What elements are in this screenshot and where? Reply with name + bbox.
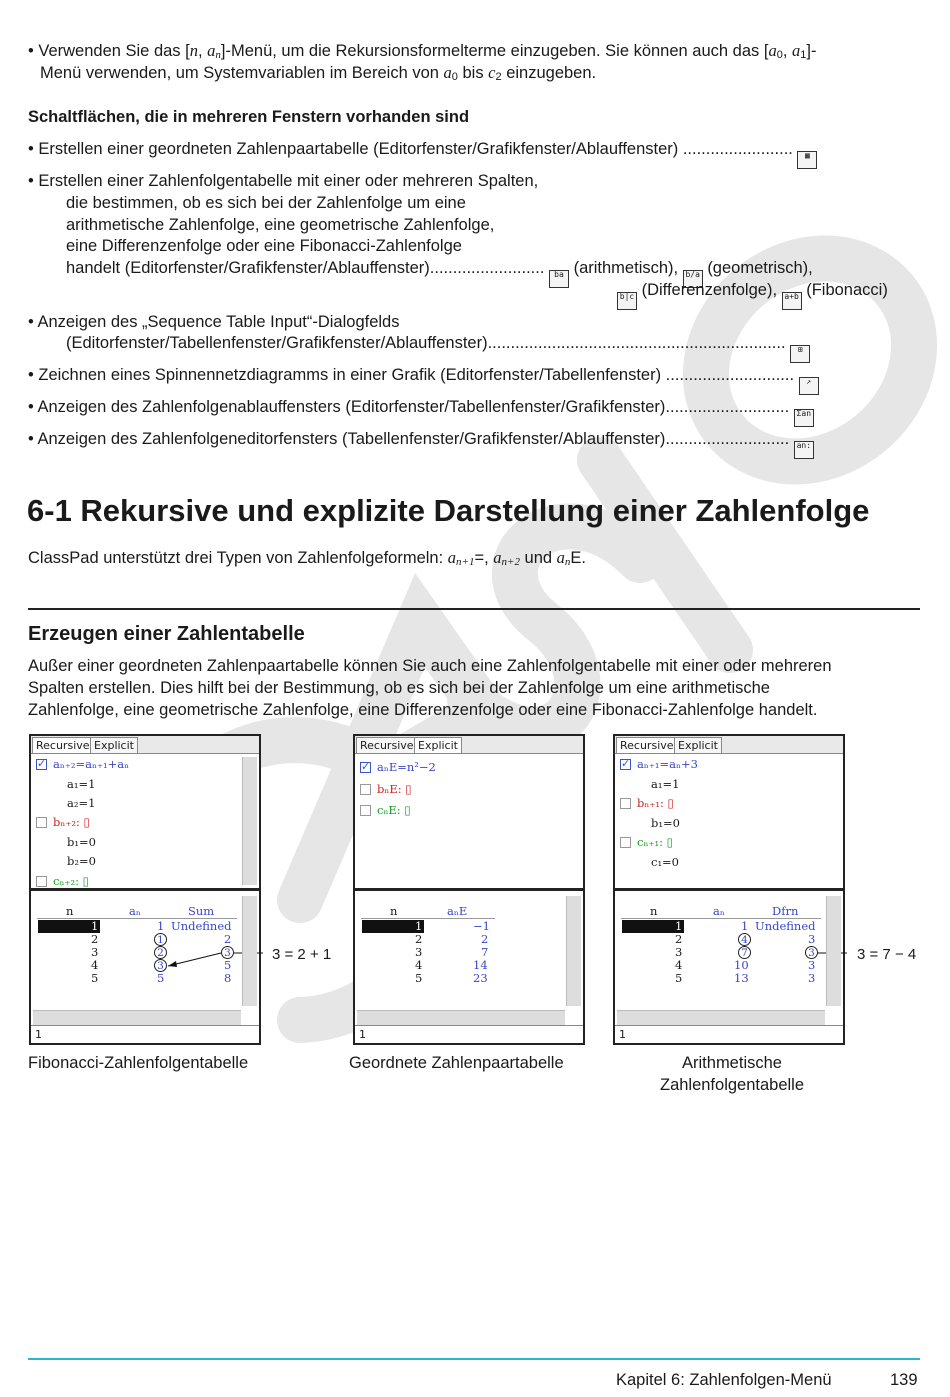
caption-arith-line1: Arithmetische bbox=[682, 1054, 782, 1072]
subscript: n+2 bbox=[501, 556, 520, 568]
initial-a2[interactable]: a₂=1 bbox=[67, 796, 96, 810]
item-text: • Zeichnen eines Spinnennetzdiagramms in einer Grafik (Editorfenster/Tabellenfenster) ............................ bbox=[28, 366, 795, 384]
text: E. bbox=[570, 549, 586, 567]
table-cell[interactable]: −1 bbox=[473, 919, 490, 933]
table-cell[interactable]: 5 bbox=[157, 971, 165, 985]
table-cell[interactable]: 3 bbox=[808, 932, 816, 946]
paragraph-line: Zahlenfolge, eine geometrische Zahlenfolge, eine Differenzenfolge oder eine Fibonacci-Zahlenfolge handelt. bbox=[28, 701, 818, 719]
circled-value: 1 bbox=[154, 933, 167, 946]
text: ]-Menü, um die Rekursionsformelterme einzugeben. Sie können auch das [ bbox=[220, 42, 769, 60]
sequence-table bbox=[31, 892, 259, 1010]
var-a: a bbox=[768, 41, 777, 60]
tab-recursive[interactable]: Recursive bbox=[616, 737, 678, 753]
scrollbar[interactable] bbox=[242, 896, 257, 1006]
list-item bbox=[28, 396, 814, 427]
table-cell[interactable]: 5 bbox=[91, 971, 99, 985]
initial-c1[interactable]: c₁=0 bbox=[651, 855, 680, 869]
subsection-heading: Erzeugen einer Zahlentabelle bbox=[28, 623, 305, 645]
checkbox[interactable] bbox=[360, 784, 371, 795]
formula-b[interactable]: bₙE: ▯ bbox=[377, 782, 412, 796]
table-cell[interactable]: 3 bbox=[675, 945, 683, 959]
text: einzugeben. bbox=[501, 64, 597, 82]
cobweb-icon: ↗ bbox=[799, 377, 819, 395]
subscript: 2 bbox=[495, 71, 502, 83]
geom-label: (geometrisch), bbox=[707, 259, 813, 277]
initial-a1[interactable]: a₁=1 bbox=[67, 777, 96, 791]
subscript: 1 bbox=[800, 49, 807, 61]
initial-a1[interactable]: a₁=1 bbox=[651, 777, 680, 791]
var-a: a bbox=[443, 63, 452, 82]
subscript: 0 bbox=[451, 71, 458, 83]
table-cell[interactable]: 1 bbox=[157, 919, 165, 933]
list-item: • Anzeigen des „Sequence Table Input“-Dialogfelds bbox=[28, 313, 400, 331]
checkbox[interactable] bbox=[36, 817, 47, 828]
arith-label: (arithmetisch), bbox=[573, 259, 679, 277]
apb-icon: a+b bbox=[782, 292, 802, 310]
list-item-cont bbox=[617, 279, 888, 310]
circled-value: 7 bbox=[738, 946, 751, 959]
dialog-icon: ⊞ bbox=[790, 345, 810, 363]
item-text: handelt (Editorfenster/Grafikfenster/Ablauffenster)......................... bbox=[66, 259, 545, 277]
section-heading: Schaltflächen, die in mehreren Fenstern vorhanden sind bbox=[28, 108, 470, 126]
status-value: 1 bbox=[35, 1028, 42, 1041]
ba-icon: ba bbox=[549, 270, 569, 288]
col-header-ane: aₙE bbox=[447, 904, 468, 918]
table-cell[interactable]: 13 bbox=[734, 971, 749, 985]
circled-value: 3 bbox=[154, 959, 167, 972]
table-cell[interactable]: 3 bbox=[91, 945, 99, 959]
checkbox[interactable] bbox=[360, 805, 371, 816]
screenshot-arithmetic bbox=[613, 734, 845, 1045]
table-cell[interactable]: 4 bbox=[91, 958, 99, 972]
text: Menü verwenden, um Systemvariablen im Bereich von bbox=[40, 64, 444, 82]
list-item-cont bbox=[66, 332, 810, 363]
circled-value: 4 bbox=[738, 933, 751, 946]
table-cell[interactable]: 2 bbox=[675, 932, 683, 946]
sequence-table bbox=[355, 892, 583, 1010]
formula-a[interactable]: aₙ₊₁=aₙ+3 bbox=[637, 757, 698, 771]
callout-label: 3 = 2 + 1 bbox=[272, 946, 332, 963]
table-cell[interactable]: 2 bbox=[415, 932, 423, 946]
table-cell[interactable]: 1 bbox=[415, 919, 423, 933]
list-item bbox=[28, 364, 819, 395]
page-number: 139 bbox=[890, 1371, 918, 1389]
checkbox[interactable] bbox=[36, 759, 47, 770]
formula-c[interactable]: cₙ₊₁: ▯ bbox=[637, 835, 673, 849]
scrollbar[interactable] bbox=[242, 757, 257, 885]
intro-line-2 bbox=[40, 62, 596, 88]
diff-label: (Differenzenfolge), bbox=[641, 281, 778, 299]
table-cell[interactable]: 1 bbox=[91, 919, 99, 933]
var-a: a bbox=[493, 548, 502, 567]
col-header-n: n bbox=[650, 904, 658, 918]
screenshot-fibonacci bbox=[29, 734, 261, 1045]
table-cell[interactable]: Undefined bbox=[171, 919, 232, 933]
table-cell[interactable]: 1 bbox=[675, 919, 683, 933]
status-bar bbox=[31, 1025, 259, 1043]
checkbox[interactable] bbox=[620, 837, 631, 848]
text: ClassPad unterstützt drei Typen von Zahlenfolgeformeln: bbox=[28, 549, 448, 567]
footer-rule bbox=[28, 1358, 920, 1360]
initial-b1[interactable]: b₁=0 bbox=[67, 835, 96, 849]
table-cell[interactable]: 5 bbox=[415, 971, 423, 985]
text: bis bbox=[457, 64, 489, 82]
var-a: a bbox=[791, 41, 801, 60]
sum-an-icon: Σan bbox=[794, 409, 814, 427]
bdiva-icon: b/a bbox=[683, 270, 703, 288]
caption-arith-line2: Zahlenfolgentabelle bbox=[659, 1076, 805, 1094]
subscript: n bbox=[564, 556, 571, 568]
checkbox[interactable] bbox=[620, 798, 631, 809]
table-icon: ▦ bbox=[797, 151, 817, 169]
var-a: a bbox=[207, 41, 216, 60]
divider bbox=[31, 888, 259, 891]
tab-explicit[interactable]: Explicit bbox=[414, 737, 462, 753]
table-cell[interactable]: 4 bbox=[415, 958, 423, 972]
tab-bar bbox=[355, 736, 583, 754]
list-item bbox=[28, 428, 814, 459]
subscript: n+1 bbox=[456, 556, 475, 568]
status-value: 1 bbox=[359, 1028, 366, 1041]
callout-arrow bbox=[31, 892, 263, 1010]
footer-chapter: Kapitel 6: Zahlenfolgen-Menü bbox=[616, 1371, 832, 1389]
col-header-sum: Sum bbox=[188, 904, 215, 918]
table-cell[interactable]: 8 bbox=[224, 971, 232, 985]
paragraph-line: Außer einer geordneten Zahlenpaartabelle können Sie auch eine Zahlenfolgentabelle mit einer oder mehreren bbox=[28, 657, 832, 675]
table-cell[interactable]: 2 bbox=[481, 932, 489, 946]
formula-c[interactable]: cₙ₊₂: ▯ bbox=[53, 874, 89, 888]
text: =, bbox=[474, 549, 494, 567]
table-cell[interactable]: 14 bbox=[473, 958, 488, 972]
subscript: n bbox=[215, 49, 221, 61]
tab-explicit[interactable]: Explicit bbox=[674, 737, 722, 753]
var-a: a bbox=[556, 548, 565, 567]
formula-b[interactable]: bₙ₊₁: ▯ bbox=[637, 796, 674, 810]
text: und bbox=[519, 549, 557, 567]
col-header-n: n bbox=[66, 904, 74, 918]
table-cell[interactable]: Undefined bbox=[755, 919, 816, 933]
checkbox[interactable] bbox=[620, 759, 631, 770]
tab-recursive[interactable]: Recursive bbox=[32, 737, 94, 753]
section-rule bbox=[28, 608, 920, 610]
tab-explicit[interactable]: Explicit bbox=[90, 737, 138, 753]
subscript: 0 bbox=[776, 49, 783, 61]
checkbox[interactable] bbox=[36, 876, 47, 887]
table-cell[interactable]: 2 bbox=[224, 932, 232, 946]
status-bar bbox=[615, 1025, 843, 1043]
list-item-cont: arithmetische Zahlenfolge, eine geometrische Zahlenfolge, bbox=[66, 216, 495, 234]
col-header-dfrn: Dfrn bbox=[772, 904, 799, 918]
table-cell[interactable]: 3 bbox=[415, 945, 423, 959]
formula-a[interactable]: aₙE=n²−2 bbox=[377, 760, 436, 774]
callout-line bbox=[615, 892, 847, 1010]
table-cell[interactable]: 10 bbox=[734, 958, 749, 972]
var-a: a bbox=[447, 548, 457, 567]
table-cell[interactable]: 4 bbox=[675, 958, 683, 972]
status-value: 1 bbox=[619, 1028, 626, 1041]
text: ]- bbox=[806, 42, 817, 60]
sequence-editor bbox=[31, 753, 259, 888]
table-cell[interactable]: 3 bbox=[808, 958, 816, 972]
checkbox[interactable] bbox=[360, 762, 371, 773]
table-cell[interactable]: 3 bbox=[808, 971, 816, 985]
text: • Verwenden Sie das [ bbox=[28, 42, 190, 60]
paragraph-line: Spalten erstellen. Dies hilft bei der Bestimmung, ob es sich bei der Zahlenfolge um eine arithmetische bbox=[28, 679, 770, 697]
fib-label: (Fibonacci) bbox=[806, 281, 888, 299]
horizontal-scrollbar[interactable] bbox=[357, 1010, 565, 1025]
chapter-intro bbox=[28, 547, 586, 573]
an-bn-icon: an: bbox=[794, 441, 814, 459]
horizontal-scrollbar[interactable] bbox=[33, 1010, 241, 1025]
tab-bar bbox=[31, 736, 259, 754]
caption-explicit: Geordnete Zahlenpaartabelle bbox=[349, 1054, 564, 1072]
horizontal-scrollbar[interactable] bbox=[617, 1010, 825, 1025]
status-bar bbox=[355, 1025, 583, 1043]
list-item-cont: die bestimmen, ob es sich bei der Zahlenfolge um eine bbox=[66, 194, 466, 212]
table-cell[interactable]: 5 bbox=[224, 958, 232, 972]
bc-icon: b|c bbox=[617, 292, 637, 310]
formula-b[interactable]: bₙ₊₂: ▯ bbox=[53, 815, 90, 829]
circled-value: 3 bbox=[221, 946, 234, 959]
list-item-cont: eine Differenzenfolge oder eine Fibonacci-Zahlenfolge bbox=[66, 237, 462, 255]
table-cell[interactable]: 23 bbox=[473, 971, 488, 985]
list-item: • Erstellen einer Zahlenfolgentabelle mit einer oder mehreren Spalten, bbox=[28, 172, 539, 190]
item-text: • Anzeigen des Zahlenfolgenablauffensters (Editorfenster/Tabellenfenster/Grafikfenster)........................... bbox=[28, 398, 790, 416]
divider bbox=[355, 888, 583, 891]
sequence-editor bbox=[355, 753, 583, 888]
item-text: • Anzeigen des Zahlenfolgeneditorfensters (Tabellenfenster/Grafikfenster/Ablauffenster)........................... bbox=[28, 430, 790, 448]
table-cell[interactable]: 1 bbox=[741, 919, 749, 933]
table-cell[interactable]: 2 bbox=[91, 932, 99, 946]
col-header-an: aₙ bbox=[713, 904, 725, 918]
table-cell[interactable]: 7 bbox=[481, 945, 489, 959]
caption-fibonacci: Fibonacci-Zahlenfolgentabelle bbox=[28, 1054, 249, 1072]
item-text: (Editorfenster/Tabellenfenster/Grafikfenster/Ablauffenster)................................................................. bbox=[66, 334, 786, 352]
circled-value: 3 bbox=[805, 946, 818, 959]
item-text: • Erstellen einer geordneten Zahlenpaartabelle (Editorfenster/Grafikfenster/Ablauffenster) ........................ bbox=[28, 140, 793, 158]
scrollbar[interactable] bbox=[566, 896, 581, 1006]
screenshot-explicit bbox=[353, 734, 585, 1045]
chapter-title: 6-1 Rekursive und explizite Darstellung einer Zahlenfolge bbox=[27, 493, 870, 528]
sequence-table bbox=[615, 892, 843, 1010]
scrollbar[interactable] bbox=[826, 896, 841, 1006]
divider bbox=[615, 888, 843, 891]
col-header-n: n bbox=[390, 904, 398, 918]
sequence-editor bbox=[615, 753, 843, 888]
list-item bbox=[28, 138, 817, 169]
text: , bbox=[782, 42, 792, 60]
callout-label: 3 = 7 − 4 bbox=[857, 946, 917, 963]
table-cell[interactable]: 5 bbox=[675, 971, 683, 985]
col-header-an: aₙ bbox=[129, 904, 141, 918]
formula-a[interactable]: aₙ₊₂=aₙ₊₁+aₙ bbox=[53, 757, 130, 771]
initial-b2[interactable]: b₂=0 bbox=[67, 854, 96, 868]
var-n: n bbox=[189, 41, 198, 60]
tab-recursive[interactable]: Recursive bbox=[356, 737, 418, 753]
tab-bar bbox=[615, 736, 843, 754]
circled-value: 2 bbox=[154, 946, 167, 959]
text: , bbox=[197, 42, 208, 60]
formula-c[interactable]: cₙE: ▯ bbox=[377, 803, 411, 817]
var-c: c bbox=[488, 63, 496, 82]
initial-b1[interactable]: b₁=0 bbox=[651, 816, 680, 830]
